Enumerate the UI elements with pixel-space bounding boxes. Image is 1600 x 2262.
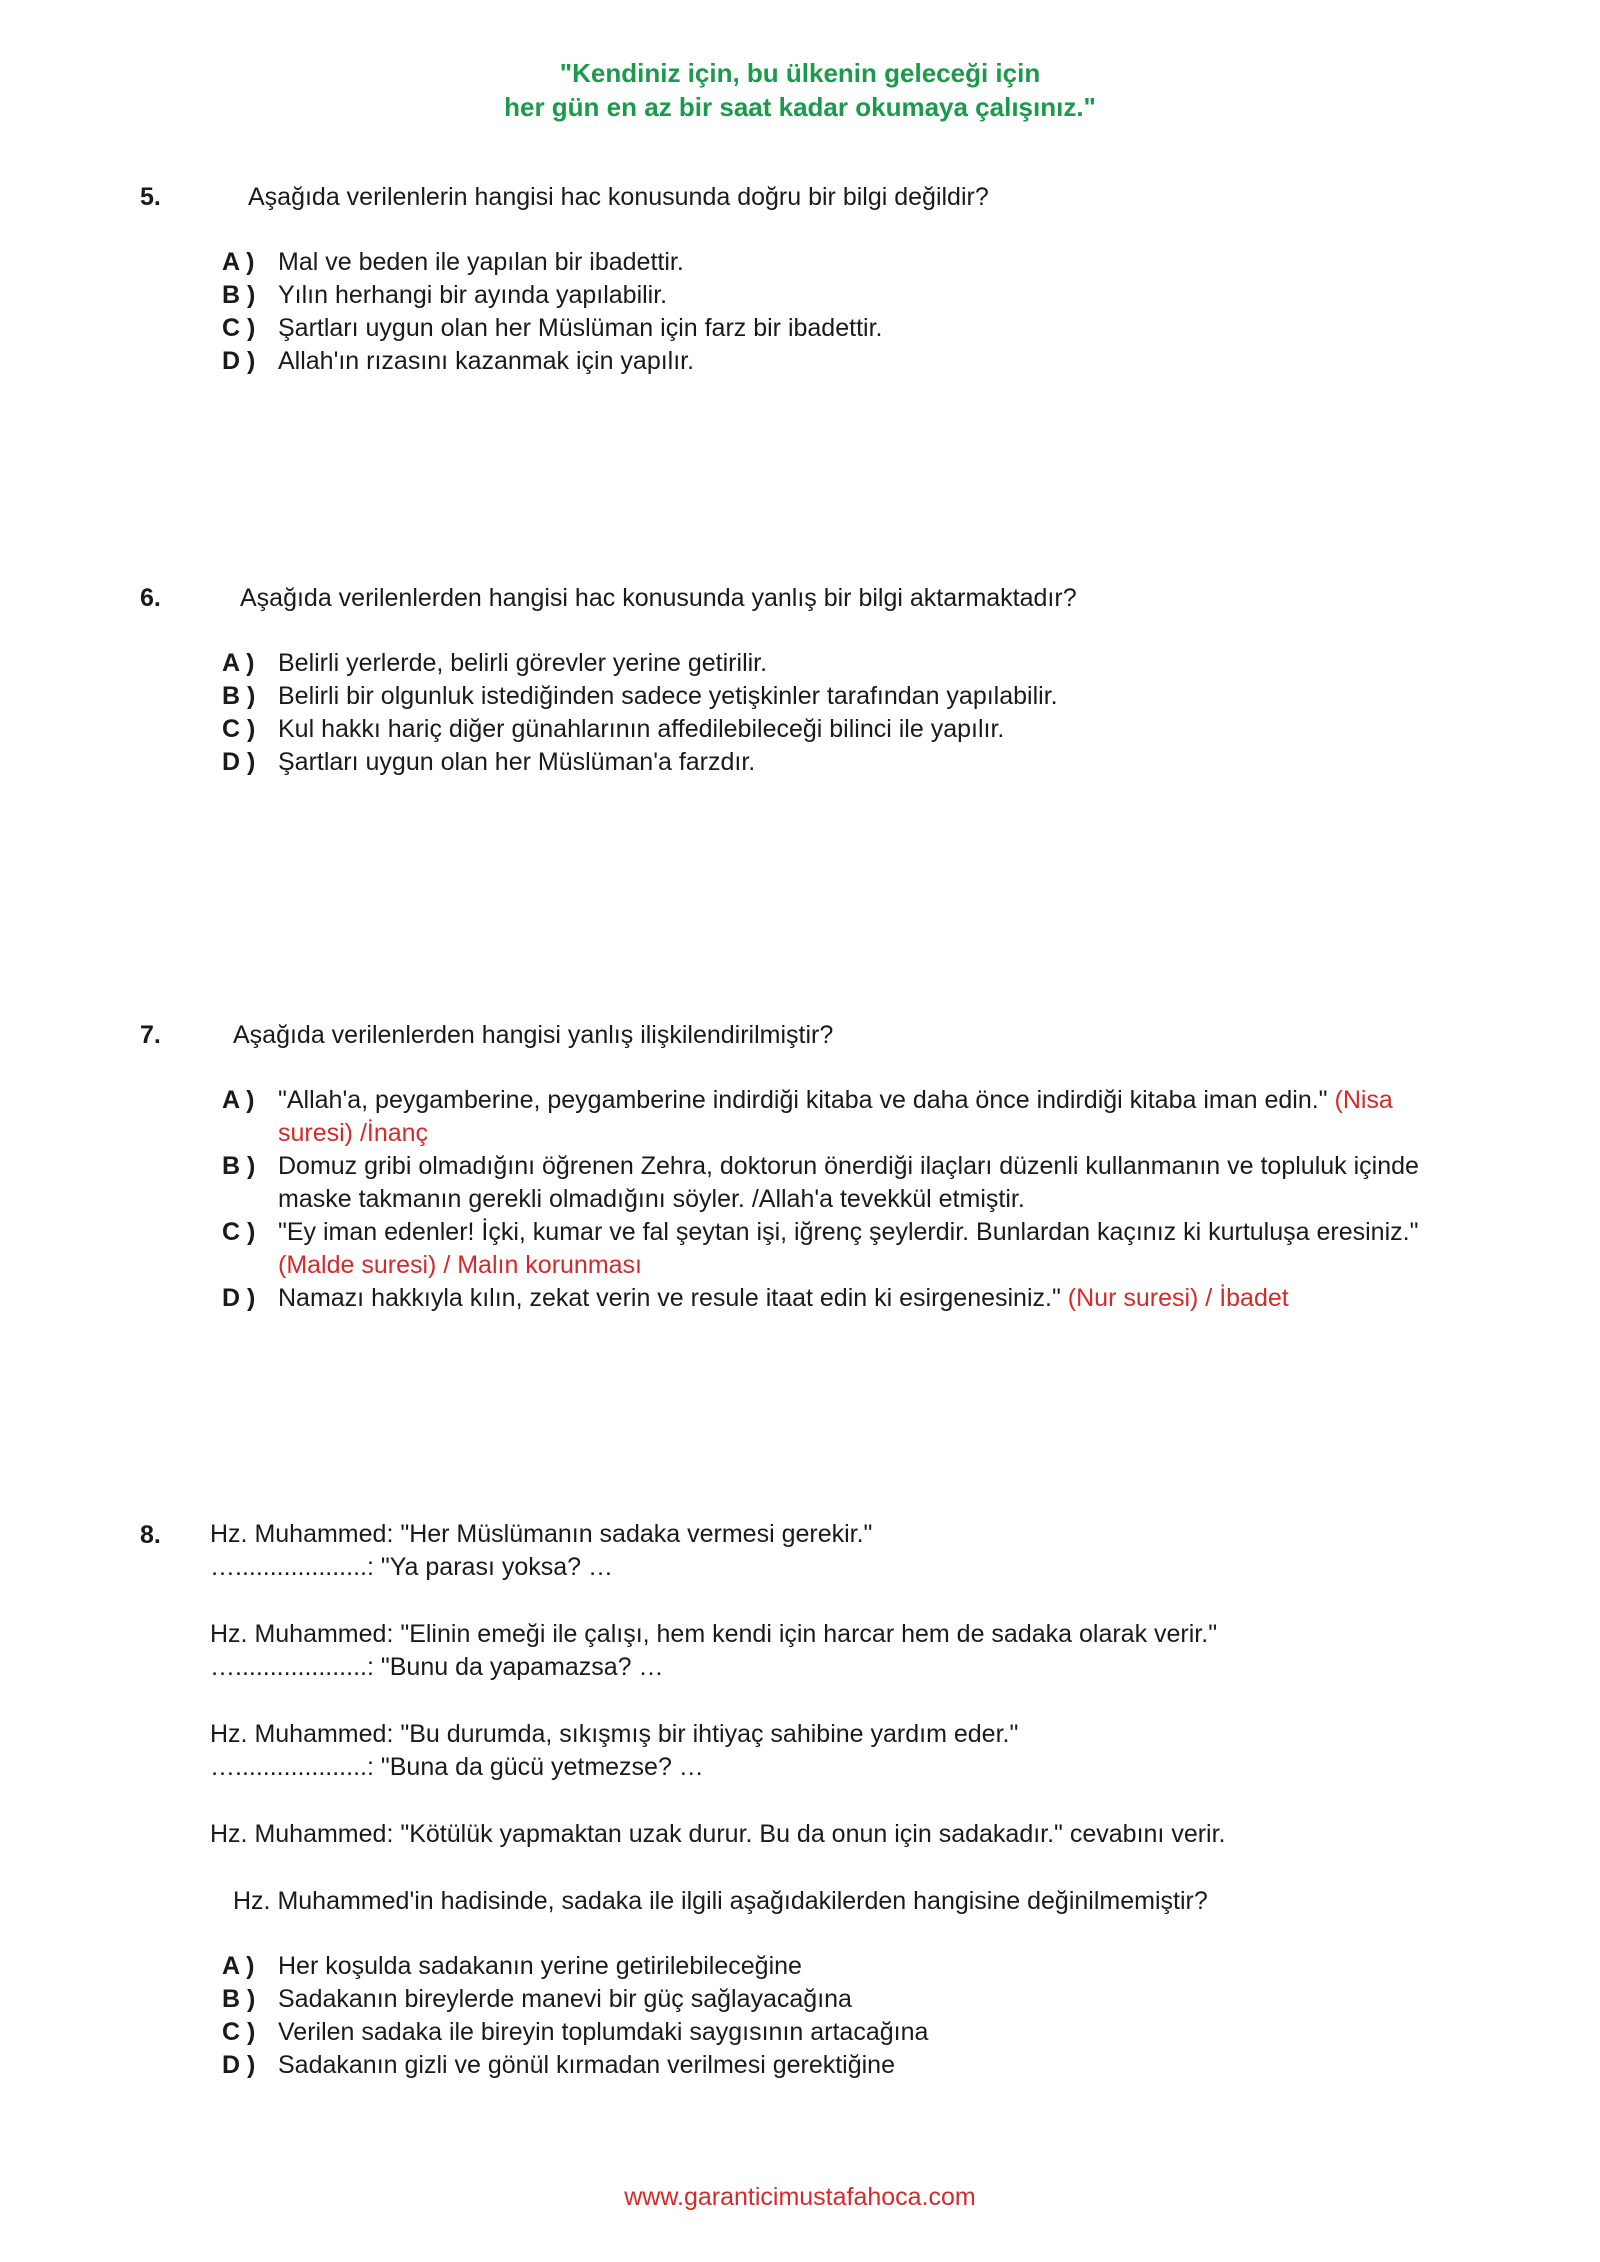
option-c[interactable] xyxy=(140,713,1440,746)
question-6 xyxy=(140,581,1440,779)
option-letter: C ) xyxy=(222,2018,256,2046)
question-number: 8. xyxy=(140,1521,161,1549)
dialog-line: Hz. Muhammed: "Kötülük yapmaktan uzak durur. Bu da onun için sadakadır." cevabını verir. xyxy=(210,1820,1226,1848)
option-d[interactable] xyxy=(140,1282,1440,1315)
option-text: Kul hakkı hariç diğer günahlarının affedilebileceği bilinci ile yapılır. xyxy=(278,715,1005,743)
option-letter: B ) xyxy=(222,1152,256,1180)
option-letter: C ) xyxy=(222,1218,256,1246)
question-5 xyxy=(140,180,1440,378)
option-letter: C ) xyxy=(222,715,256,743)
option-text: Şartları uygun olan her Müslüman'a farzdır. xyxy=(278,748,756,776)
option-note: (Nur suresi) / İbadet xyxy=(1067,1284,1289,1312)
option-text: Şartları uygun olan her Müslüman için farz bir ibadettir. xyxy=(278,314,883,342)
dialog-line: Hz. Muhammed: "Her Müslümanın sadaka vermesi gerekir." xyxy=(210,1520,873,1548)
option-text: Her koşulda sadakanın yerine getirilebileceğine xyxy=(278,1952,802,1980)
option-letter: C ) xyxy=(222,314,256,342)
option-b[interactable] xyxy=(140,1983,1440,2016)
option-d[interactable] xyxy=(140,2049,1440,2082)
dialog-line: …...................: "Ya parası yoksa? … xyxy=(210,1553,613,1581)
option-text: "Allah'a, peygamberine, peygamberine indirdiği kitaba ve daha önce indirdiği kitaba iman edin." xyxy=(278,1086,1335,1114)
option-text: Sadakanın bireylerde manevi bir güç sağlayacağına xyxy=(278,1985,852,2013)
option-note: (Nisa suresi) /İnanç xyxy=(278,1086,1393,1147)
question-7 xyxy=(140,1018,1440,1315)
options-list xyxy=(140,647,1440,779)
options-list xyxy=(140,246,1440,378)
option-text: Domuz gribi olmadığını öğrenen Zehra, doktorun önerdiği ilaçları düzenli kullanmanın ve topluluk içinde maske takmanın gerekli olmadığını söyler. /Allah'a tevekkül etmiştir. xyxy=(278,1152,1419,1213)
motto-line-2: her gün en az bir saat kadar okumaya çalışınız." xyxy=(504,92,1096,122)
option-d[interactable] xyxy=(140,345,1440,378)
footer-website-link[interactable]: www.garanticimustafahoca.com xyxy=(624,2183,976,2211)
question-text: Hz. Muhammed'in hadisinde, sadaka ile ilgili aşağıdakilerden hangisine değinilmemiştir? xyxy=(233,1887,1208,1915)
option-letter: B ) xyxy=(222,281,256,309)
question-number: 5. xyxy=(140,183,161,211)
question-number: 6. xyxy=(140,584,161,612)
option-letter: A ) xyxy=(222,1952,255,1980)
option-a[interactable] xyxy=(140,647,1440,680)
motto-header xyxy=(0,56,1600,124)
option-a[interactable] xyxy=(140,1950,1440,1983)
option-text: Belirli yerlerde, belirli görevler yerine getirilir. xyxy=(278,649,768,677)
question-text: Aşağıda verilenlerden hangisi yanlış ilişkilendirilmiştir? xyxy=(233,1021,834,1049)
dialog-line: …...................: "Bunu da yapamazsa? … xyxy=(210,1653,664,1681)
options-list xyxy=(140,1950,1440,2082)
option-letter: B ) xyxy=(222,1985,256,2013)
option-text: Allah'ın rızasını kazanmak için yapılır. xyxy=(278,347,695,375)
option-letter: D ) xyxy=(222,748,256,776)
question-head xyxy=(140,1018,1440,1052)
option-text: Yılın herhangi bir ayında yapılabilir. xyxy=(278,281,668,309)
question-head xyxy=(140,581,1440,615)
question-number: 7. xyxy=(140,1021,161,1049)
option-a[interactable] xyxy=(140,1084,1440,1150)
option-note: (Malde suresi) / Malın korunması xyxy=(278,1251,643,1279)
option-c[interactable] xyxy=(140,2016,1440,2049)
motto-line-1: "Kendiniz için, bu ülkenin geleceği için xyxy=(559,58,1041,88)
option-a[interactable] xyxy=(140,246,1440,279)
dialog-line: …...................: "Buna da gücü yetmezse? … xyxy=(210,1753,704,1781)
question-text: Aşağıda verilenlerin hangisi hac konusunda doğru bir bilgi değildir? xyxy=(248,183,989,211)
option-text: Namazı hakkıyla kılın, zekat verin ve resule itaat edin ki esirgenesiniz." xyxy=(278,1284,1068,1312)
option-d[interactable] xyxy=(140,746,1440,779)
option-letter: A ) xyxy=(222,649,255,677)
option-letter: D ) xyxy=(222,1284,256,1312)
question-head xyxy=(140,180,1440,214)
question-text: Aşağıda verilenlerden hangisi hac konusunda yanlış bir bilgi aktarmaktadır? xyxy=(240,584,1077,612)
option-letter: D ) xyxy=(222,2051,256,2079)
hadith-dialog xyxy=(140,1518,1440,1918)
option-text: Verilen sadaka ile bireyin toplumdaki saygısının artacağına xyxy=(278,2018,929,2046)
question-8 xyxy=(140,1518,1440,2082)
dialog-line: Hz. Muhammed: "Bu durumda, sıkışmış bir ihtiyaç sahibine yardım eder." xyxy=(210,1720,1019,1748)
option-text: Sadakanın gizli ve gönül kırmadan verilmesi gerektiğine xyxy=(278,2051,895,2079)
option-b[interactable] xyxy=(140,1150,1440,1216)
option-letter: D ) xyxy=(222,347,256,375)
option-letter: A ) xyxy=(222,1086,255,1114)
option-b[interactable] xyxy=(140,279,1440,312)
option-text: Belirli bir olgunluk istediğinden sadece yetişkinler tarafından yapılabilir. xyxy=(278,682,1058,710)
options-list xyxy=(140,1084,1440,1315)
option-c[interactable] xyxy=(140,1216,1440,1282)
option-b[interactable] xyxy=(140,680,1440,713)
option-text: Mal ve beden ile yapılan bir ibadettir. xyxy=(278,248,684,276)
option-text: "Ey iman edenler! İçki, kumar ve fal şeytan işi, iğrenç şeylerdir. Bunlardan kaçınız ki kurtuluşa eresiniz." xyxy=(278,1218,1419,1246)
option-letter: B ) xyxy=(222,682,256,710)
option-letter: A ) xyxy=(222,248,255,276)
option-c[interactable] xyxy=(140,312,1440,345)
dialog-line: Hz. Muhammed: "Elinin emeği ile çalışı, hem kendi için harcar hem de sadaka olarak verir." xyxy=(210,1620,1218,1648)
